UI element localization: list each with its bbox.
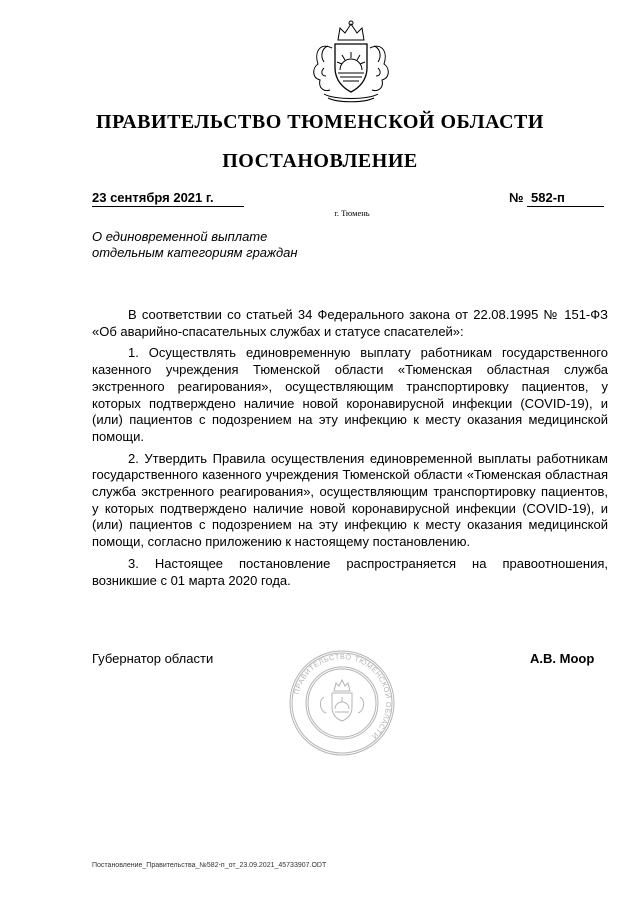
preamble-paragraph: В соответствии со статьей 34 Федерального закона от 22.08.1995 № 151-ФЗ «Об аварийно-спасательных службах и статусе спасателей»: (92, 307, 608, 339)
subject-line-2: отдельным категориям граждан (92, 245, 298, 260)
item-3-paragraph: 3. Настоящее постановление распространяется на правоотношения, возникшие с 01 марта 2020 года. (92, 555, 608, 588)
document-subject (92, 229, 392, 261)
item-1-paragraph: 1. Осуществлять единовременную выплату работникам государственного казенного учреждения Тюменской области «Тюменская областная служба экстренного реагирования», осуществляющим транспортировку пациентов, у которых подтверждено наличие новой коронавирусной инфекции (COVID-19), и (или) пациентов с подозрением на эту инфекцию к месту оказания медицинской помощи. (92, 345, 608, 444)
document-number-label: № (509, 190, 524, 205)
seal-text: ПРАВИТЕЛЬСТВО ТЮМЕНСКОЙ ОБЛАСТИ (291, 651, 394, 741)
organization-title: ПРАВИТЕЛЬСТВО ТЮМЕНСКОЙ ОБЛАСТИ (96, 111, 544, 133)
signer-position: Губернатор области (92, 651, 214, 666)
document-city: г. Тюмень (334, 208, 370, 218)
footer-filename: Постановление_Правительства_№582-п_от_23.09.2021_45733907.ODT (92, 862, 327, 869)
document-body (92, 307, 608, 594)
document-type: ПОСТАНОВЛЕНИЕ (222, 150, 418, 172)
item-2-paragraph: 2. Утвердить Правила осуществления единовременной выплаты работникам государственного казенного учреждения Тюменской области «Тюменская областная служба экстренного реагирования», осуществляющим транспортировку пациентов, у которых подтверждено наличие новой коронавирусной инфекции (COVID-19), и (или) пациентов с подозрением на эту инфекцию к месту оказания медицинской помощи, согласно приложению к настоящему постановлению. (92, 450, 608, 550)
document-number: 582-п (527, 190, 604, 207)
subject-line-1: О единовременной выплате (92, 229, 268, 244)
coat-of-arms-icon (298, 18, 404, 104)
signer-name: А.В. Моор (530, 651, 595, 666)
document-date: 23 сентября 2021 г. (92, 190, 244, 207)
official-seal-icon (288, 649, 396, 757)
